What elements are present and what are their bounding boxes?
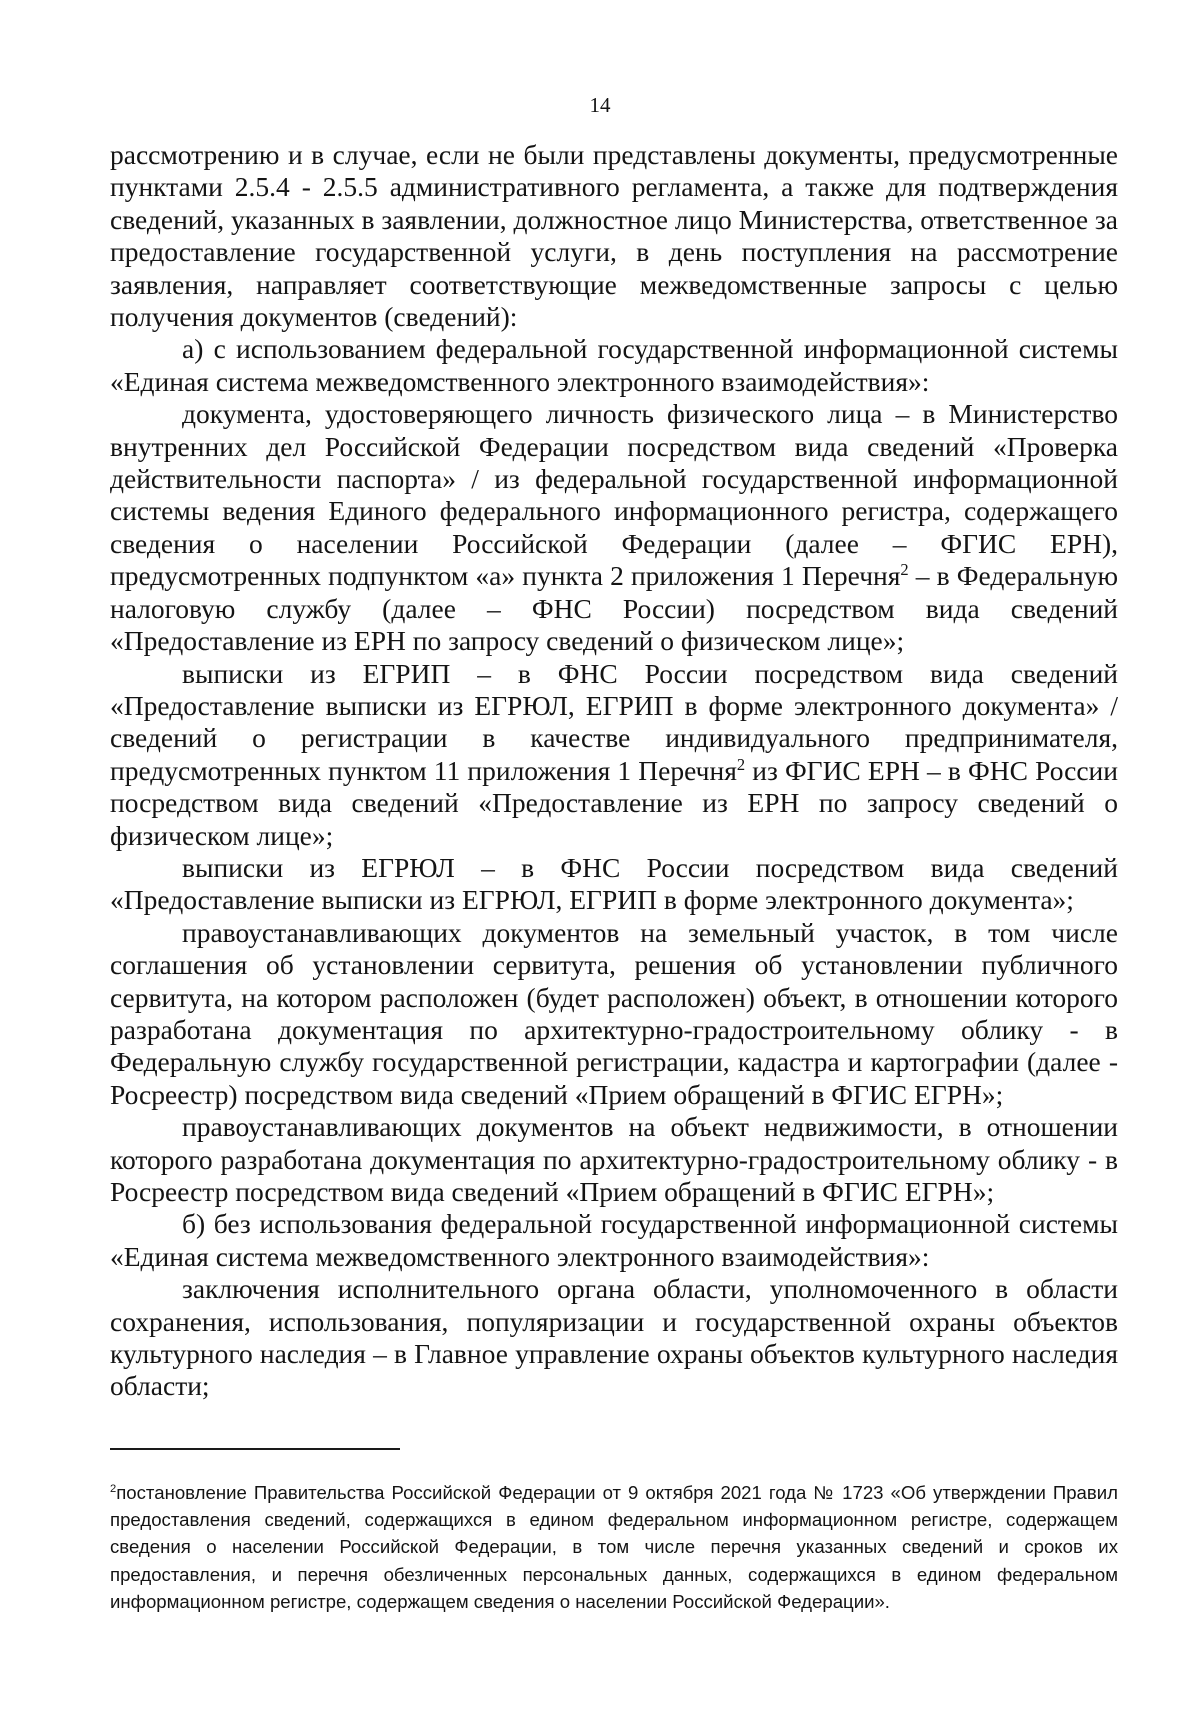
paragraph-text: из ФГИС ЕРН – в ФНС России посредством вида сведений «Предоставление из ЕРН по запросу сведений о физическом лице»;: [110, 754, 1118, 851]
paragraph-egrul: выписки из ЕГРЮЛ – в ФНС России посредством вида сведений «Предоставление выписки из ЕГРЮЛ, ЕГРИП в форме электронного документа»;: [110, 851, 1118, 916]
footnote: [110, 1479, 1118, 1615]
footnote-reference: 2: [900, 560, 909, 580]
footnote-marker: 2: [110, 1482, 117, 1495]
paragraph-text: – в Федеральную налоговую службу (далее – ФНС России) посредством вида сведений «Предоставление из ЕРН по запросу сведений о физическом лице»;: [110, 560, 1118, 657]
paragraph-text: документа, удостоверяющего личность физического лица – в Министерство внутренних дел Российской Федерации посредством вида сведений «Проверка действительности паспорта» / из федеральной государственной информационной системы ведения Единого федерального информационного регистра, содержащего сведения о населении Российской Федерации (далее – ФГИС ЕРН), предусмотренных подпунктом «а» пункта 2 приложения 1 Перечня: [110, 398, 1118, 592]
footnote-text: постановление Правительства Российской Федерации от 9 октября 2021 года № 1723 «Об утверждении Правил предоставления сведений, содержащихся в едином федеральном информационном регистре, содержащем сведения о населении Российской Федерации, в том числе перечня указанных сведений и сроков их предоставления, и перечня обезличенных персональных данных, содержащихся в едином федеральном информационном регистре, содержащем сведения о населении Российской Федерации».: [110, 1482, 1118, 1612]
paragraph-identity-document: [110, 398, 1118, 657]
body-text: [110, 139, 1118, 1403]
page-number: 14: [589, 93, 611, 117]
paragraph-text: выписки из ЕГРИП – в ФНС России посредством вида сведений «Предоставление выписки из ЕГРЮЛ, ЕГРИП в форме электронного документа» / сведений о регистрации в качестве индивидуального предпринимателя, предусмотренных пунктом 11 приложения 1 Перечня: [110, 657, 1118, 786]
footnote-separator: [110, 1448, 400, 1450]
paragraph-property-documents: правоустанавливающих документов на объект недвижимости, в отношении которого разработана документация по архитектурно-градостроительному облику - в Росреестр посредством вида сведений «Прием обращений в ФГИС ЕГРН»;: [110, 1111, 1118, 1207]
paragraph-egrip: [110, 658, 1118, 852]
paragraph-heritage-conclusion: заключения исполнительного органа области, уполномоченного в области сохранения, использования, популяризации и государственной охраны объектов культурного наследия – в Главное управление охраны объектов культурного наследия области;: [110, 1273, 1118, 1402]
footnote-reference: 2: [736, 754, 746, 774]
paragraph-item-a: а) с использованием федеральной государственной информационной системы «Единая система межведомственного электронного взаимодействия»:: [110, 333, 1118, 397]
paragraph-intro: рассмотрению и в случае, если не были представлены документы, предусмотренные пунктами 2.5.4 - 2.5.5 административного регламента, а также для подтверждения сведений, указанных в заявлении, должностное лицо Министерства, ответственное за предоставление государственной услуги, в день поступления на рассмотрение заявления, направляет соответствующие межведомственные запросы с целью получения документов (сведений):: [110, 139, 1118, 333]
paragraph-item-b: б) без использования федеральной государственной информационной системы «Единая система межведомственного электронного взаимодействия»:: [110, 1208, 1118, 1272]
paragraph-land-documents: правоустанавливающих документов на земельный участок, в том числе соглашения об установлении сервитута, решения об установлении публичного сервитута, на котором расположен (будет расположен) объект, в отношении которого разработана документация по архитектурно-градостроительному облику - в Федеральную службу государственной регистрации, кадастра и картографии (далее - Росреестр) посредством вида сведений «Прием обращений в ФГИС ЕГРН»;: [110, 916, 1118, 1110]
